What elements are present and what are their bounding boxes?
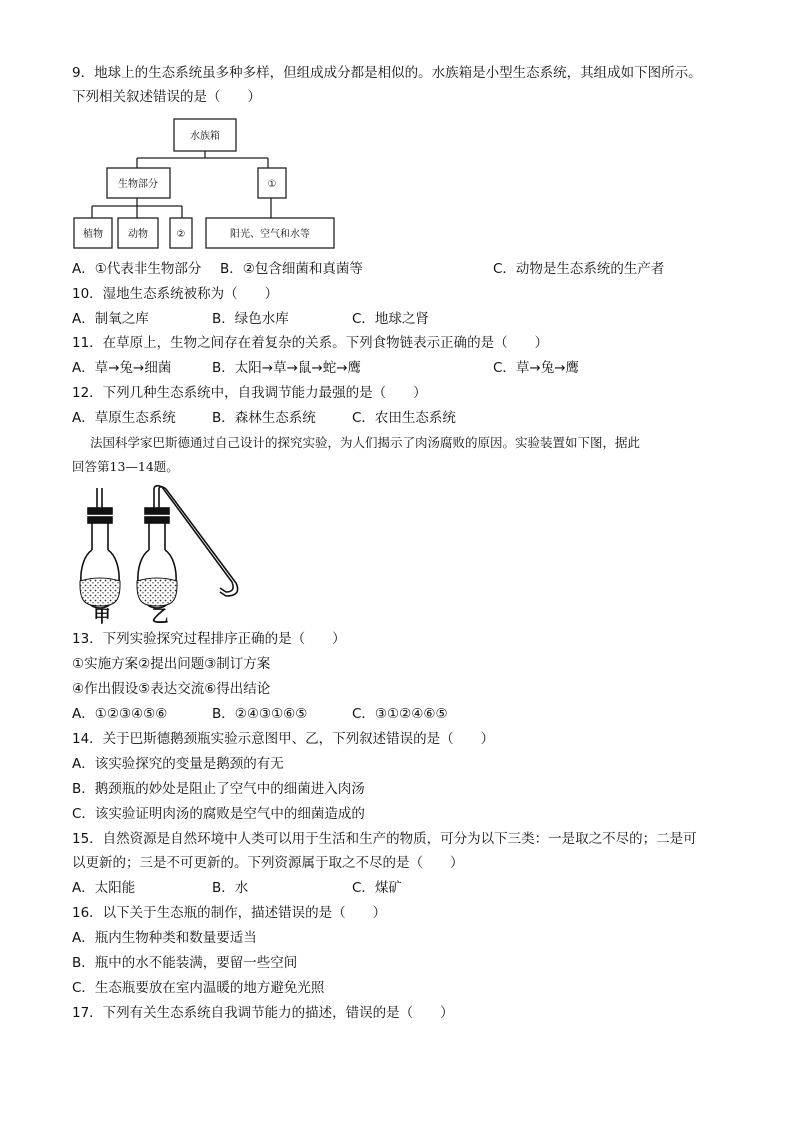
q12-stem: 12．下列几种生态系统中，自我调节能力最强的是（ ） (72, 385, 427, 401)
q10-option-b: B．绿色水库 (212, 311, 289, 327)
diagram-label-biotic: 生物部分 (118, 179, 158, 190)
q9-option-a: A．①代表非生物部分 (72, 261, 202, 277)
passage-line1: 法国科学家巴斯德通过自己设计的探究实验，为人们揭示了肉汤腐败的原因。实验装置如下图，据此 (90, 435, 641, 450)
q14-option-b: B．鹅颈瓶的妙处是阻止了空气中的细菌进入肉汤 (72, 781, 365, 797)
q11-option-a: A．草→兔→细菌 (72, 360, 172, 376)
q13-option-b: B．②④③①⑥⑤ (212, 706, 308, 722)
pasteur-flask-figure (74, 484, 246, 624)
q15-stem-line1: 15．自然资源是自然环境中人类可以用于生活和生产的物质，可分为以下三类：一是取之不尽的；二是可 (72, 831, 697, 847)
diagram-label-1: ① (267, 179, 277, 190)
q11-stem: 11．在草原上，生物之间存在着复杂的关系。下列食物链表示正确的是（ ） (72, 335, 549, 351)
q13-stem: 13．下列实验探究过程排序正确的是（ ） (72, 631, 346, 647)
q9-option-c: C．动物是生态系统的生产者 (493, 261, 665, 277)
q11-option-b: B．太阳→草→鼠→蛇→鹰 (212, 360, 362, 376)
diagram-label-animal: 动物 (128, 229, 148, 240)
diagram-label-aquarium: 水族箱 (190, 131, 220, 142)
q10-stem: 10．湿地生态系统被称为（ ） (72, 286, 279, 302)
diagram-label-abiotic: 阳光、空气和水等 (230, 229, 310, 240)
q13-option-c: C．③①②④⑥⑤ (352, 706, 448, 722)
q15-option-b: B．水 (212, 880, 249, 896)
q12-option-c: C．农田生态系统 (352, 410, 456, 426)
q16-stem: 16．以下关于生态瓶的制作，描述错误的是（ ） (72, 905, 387, 921)
q15-option-c: C．煤矿 (352, 880, 402, 896)
q9-stem-line1: 9．地球上的生态系统虽多种多样，但组成成分都是相似的。水族箱是小型生态系统，其组成如下图所示。 (72, 65, 702, 81)
flask-label-yi: 乙 (151, 607, 169, 624)
q10-option-a: A．制氧之库 (72, 311, 149, 327)
q13-steps-line2: ④作出假设⑤表达交流⑥得出结论 (72, 681, 271, 697)
q12-option-b: B．森林生态系统 (212, 410, 316, 426)
q14-option-a: A．该实验探究的变量是鹅颈的有无 (72, 756, 284, 772)
q17-stem: 17．下列有关生态系统自我调节能力的描述，错误的是（ ） (72, 1005, 454, 1021)
q14-option-c: C．该实验证明肉汤的腐败是空气中的细菌造成的 (72, 806, 365, 822)
q9-stem-line2: 下列相关叙述错误的是（ ） (72, 89, 261, 105)
passage-line2: 回答第13—14题。 (72, 459, 179, 474)
aquarium-composition-diagram (70, 114, 345, 256)
q15-stem-line2: 以更新的；三是不可更新的。下列资源属于取之不尽的是（ ） (72, 855, 464, 871)
q15-option-a: A．太阳能 (72, 880, 136, 896)
diagram-label-2: ② (176, 229, 186, 240)
q16-option-b: B．瓶中的水不能装满，要留一些空间 (72, 955, 298, 971)
flask-label-jia: 甲 (93, 607, 111, 624)
q13-option-a: A．①②③④⑤⑥ (72, 706, 168, 722)
q16-option-c: C．生态瓶要放在室内温暖的地方避免光照 (72, 980, 325, 996)
q11-option-c: C．草→兔→鹰 (493, 360, 580, 376)
q10-option-c: C．地球之肾 (352, 311, 429, 327)
q16-option-a: A．瓶内生物种类和数量要适当 (72, 930, 257, 946)
q12-option-a: A．草原生态系统 (72, 410, 176, 426)
q13-steps-line1: ①实施方案②提出问题③制订方案 (72, 656, 271, 672)
diagram-label-plant: 植物 (83, 229, 103, 240)
q14-stem: 14．关于巴斯德鹅颈瓶实验示意图甲、乙，下列叙述错误的是（ ） (72, 731, 495, 747)
q9-option-b: B．②包含细菌和真菌等 (220, 261, 363, 277)
